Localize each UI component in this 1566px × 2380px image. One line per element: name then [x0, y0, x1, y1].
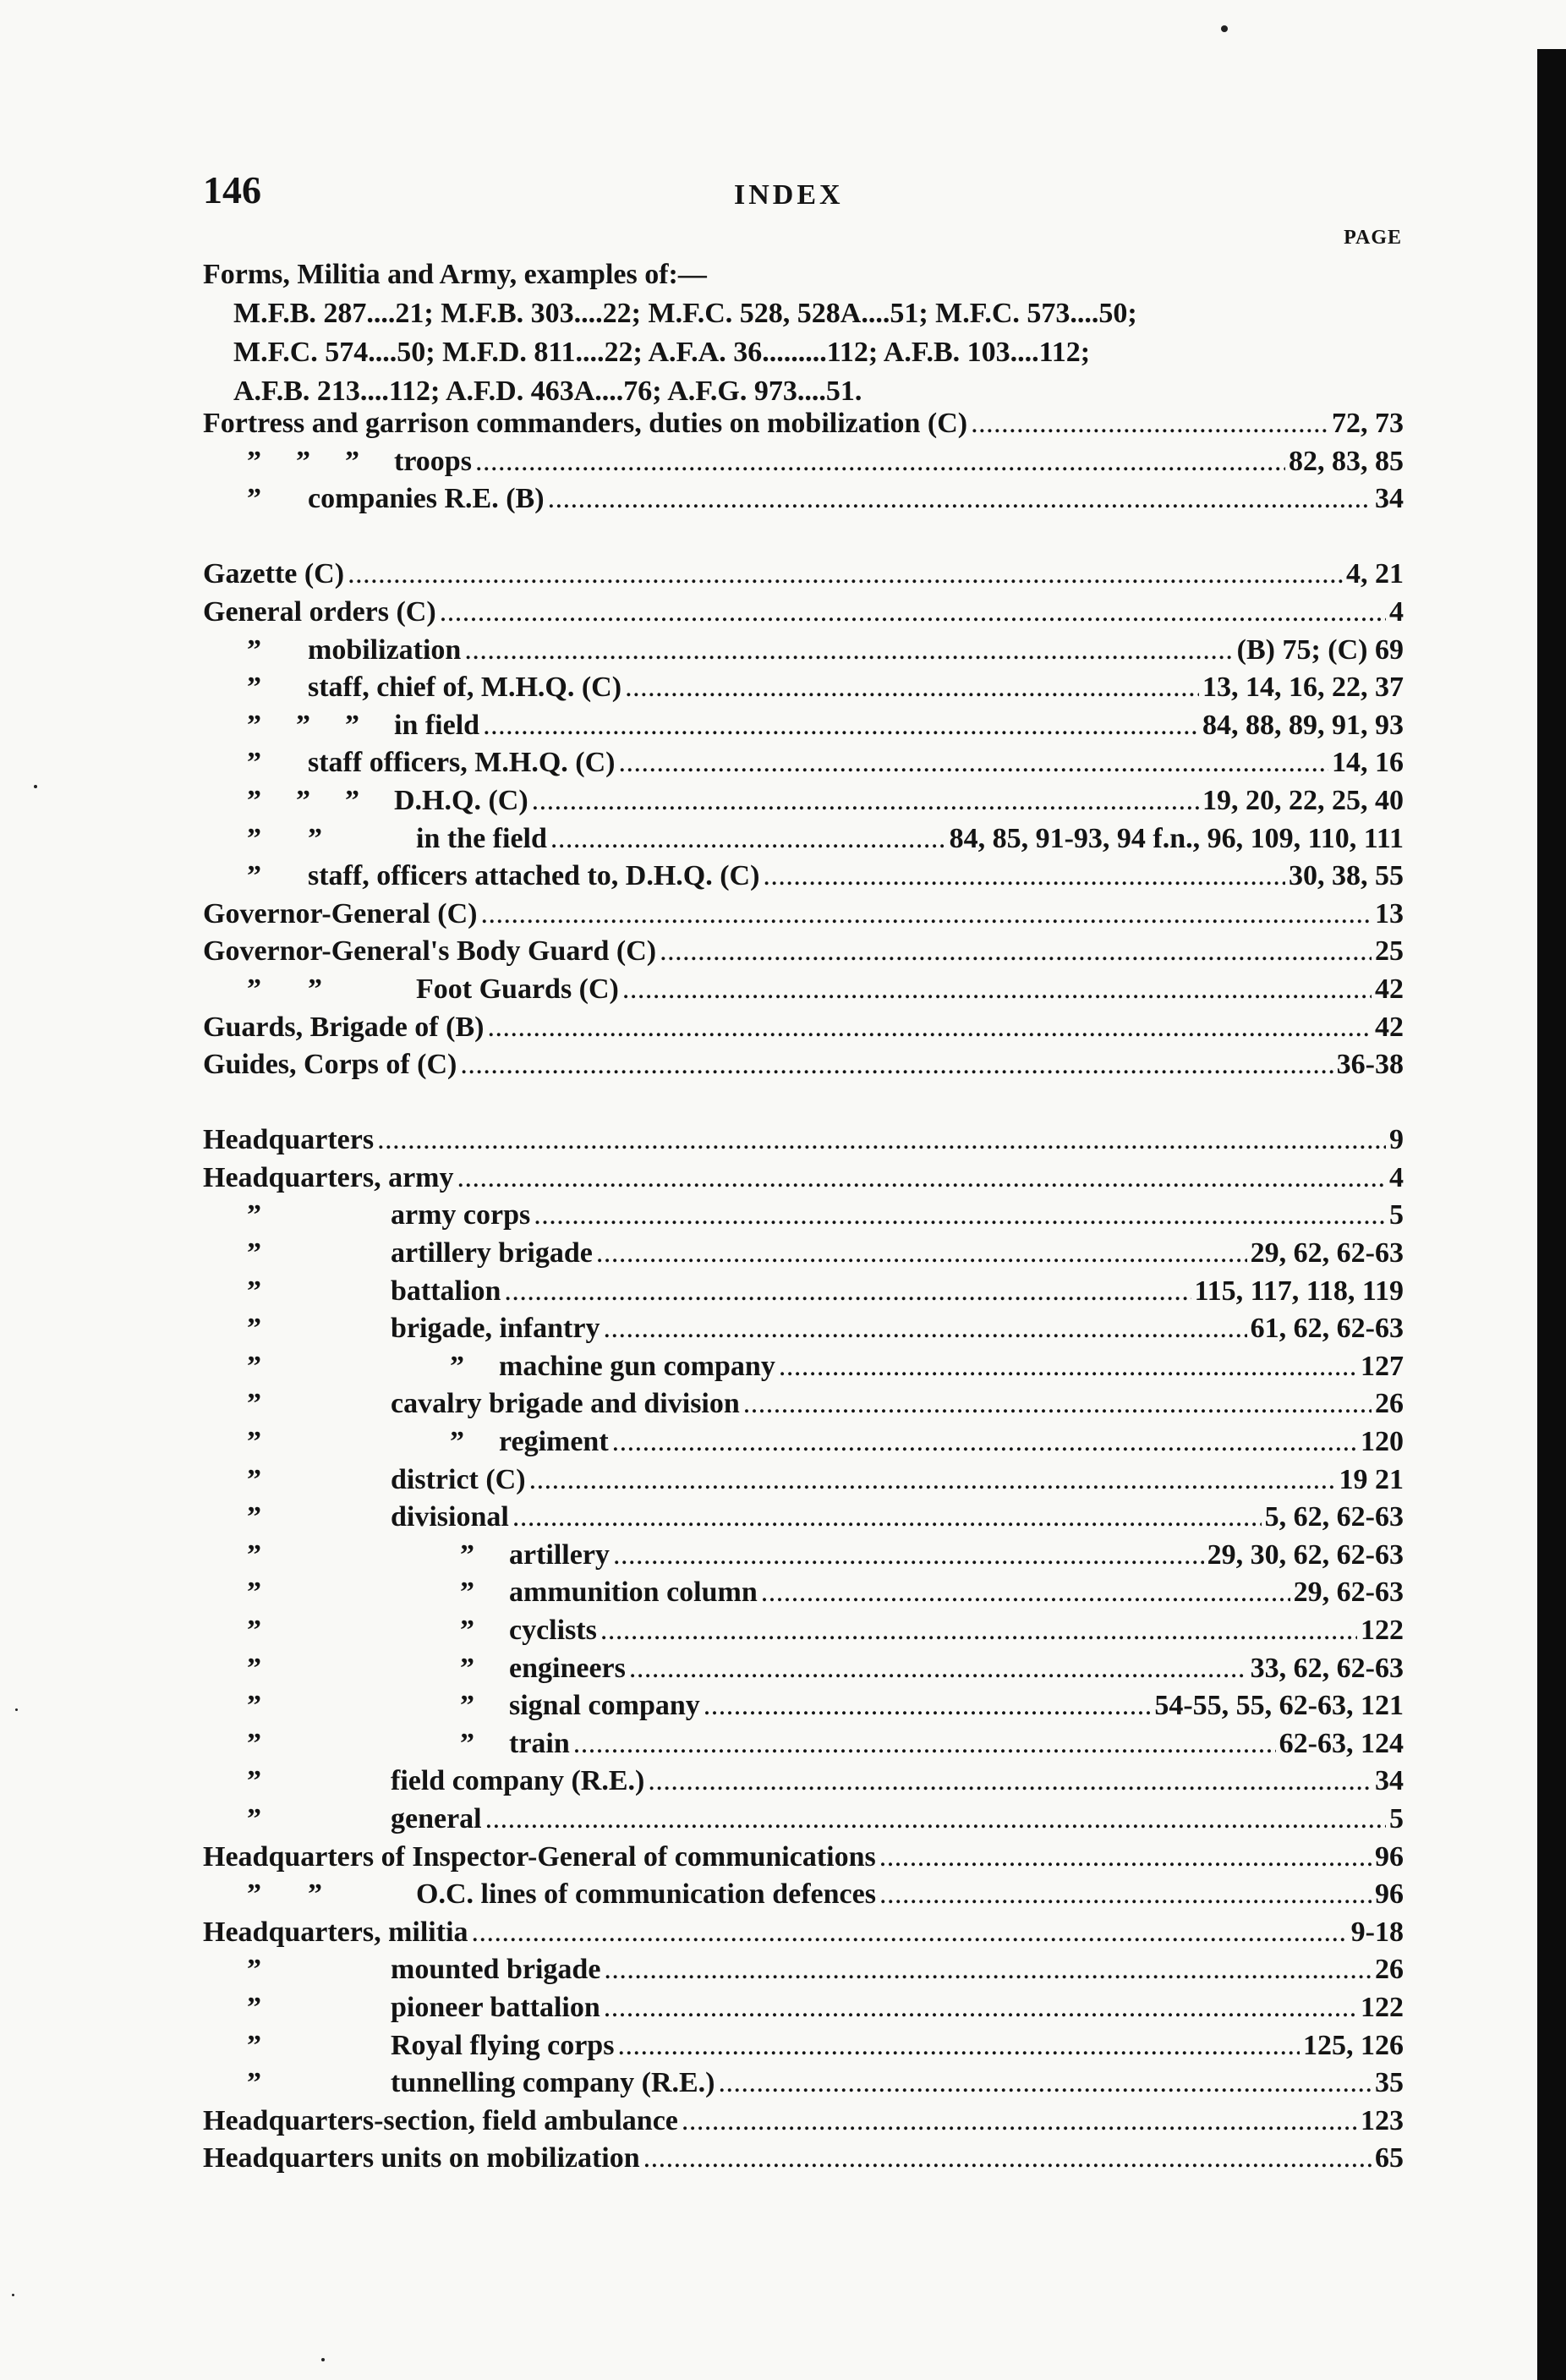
index-entry [203, 634, 1404, 672]
index-entry [203, 2142, 1404, 2180]
ditto-marks: ” [247, 2029, 261, 2061]
ditto-marks: ” [247, 1275, 261, 1307]
entry-pages: 4, 21 [1346, 558, 1404, 590]
index-entry [203, 747, 1404, 785]
index-entry [203, 1351, 1404, 1389]
page-column-label: PAGE [1344, 227, 1402, 249]
entry-label [203, 785, 528, 817]
entry-text: Governor-General (C) [203, 897, 478, 930]
entry-label [203, 1577, 758, 1609]
index-entry [203, 1954, 1404, 1992]
ditto-marks: ” [247, 1991, 261, 2023]
entry-text: Guides, Corps of (C) [203, 1049, 457, 1081]
entry-text: regiment [499, 1426, 609, 1458]
entry-text: field company (R.E.) [391, 1765, 645, 1797]
index-entry [203, 1237, 1404, 1275]
entry-pages: 123 [1361, 2104, 1404, 2136]
index-entry [203, 483, 1404, 521]
leader-dots [617, 2030, 1300, 2062]
ditto-marks: ” ” [247, 822, 322, 854]
leader-dots [460, 1049, 1333, 1081]
ditto-marks: ” [247, 483, 261, 515]
entry-text: Headquarters of Inspector-General of communications [203, 1840, 876, 1873]
leader-dots [618, 747, 1328, 779]
ditto-marks: ” [247, 860, 261, 892]
entry-text: Gazette (C) [203, 558, 345, 590]
entry-text: divisional [391, 1501, 509, 1533]
index-entry [203, 596, 1404, 634]
entry-text: Headquarters, militia [203, 1916, 468, 1948]
entry-pages: 4 [1389, 595, 1404, 628]
entry-pages: 26 [1375, 1388, 1404, 1420]
entry-pages: 62-63, 124 [1279, 1727, 1404, 1759]
leader-dots [648, 1765, 1372, 1797]
ditto-marks: ” [247, 1501, 261, 1533]
entry-label [203, 710, 479, 742]
leader-dots [719, 2067, 1372, 2099]
entry-text: staff, chief of, M.H.Q. (C) [308, 672, 622, 704]
entry-label [203, 1199, 530, 1231]
entry-text: staff officers, M.H.Q. (C) [308, 747, 616, 779]
entry-label [203, 408, 967, 440]
ditto-marks: ” ” [247, 1350, 464, 1382]
entry-text: troops [394, 445, 472, 477]
entry-text: Headquarters units on mobilization [203, 2142, 640, 2174]
entry-text: Governor-General's Body Guard (C) [203, 935, 657, 968]
ditto-marks: ” ” ” [247, 784, 359, 816]
index-entry [203, 1275, 1404, 1313]
entry-text: Fortress and garrison commanders, duties on mobilization (C) [203, 408, 968, 439]
ditto-marks: ” [247, 1388, 261, 1420]
leader-dots [573, 1728, 1276, 1760]
entry-label [203, 558, 344, 590]
index-entry [203, 2030, 1404, 2068]
entry-label [203, 634, 461, 666]
entry-pages: 36-38 [1336, 1049, 1404, 1081]
index-entry [203, 408, 1404, 446]
ditto-marks: ” [247, 1765, 261, 1797]
entry-label [203, 1992, 600, 2024]
entry-pages: 42 [1375, 973, 1404, 1005]
entry-label [203, 860, 759, 892]
entry-gap [203, 521, 1404, 559]
entry-label [203, 747, 615, 779]
leader-dots [879, 1841, 1372, 1873]
leader-dots [550, 823, 946, 855]
entry-text: machine gun company [499, 1350, 775, 1382]
forms-heading: Forms, Militia and Army, examples of:— [203, 259, 707, 290]
entry-pages: 96 [1375, 1878, 1404, 1911]
scan-speck [1221, 25, 1228, 32]
entry-pages: 9 [1389, 1124, 1404, 1156]
entry-gap [203, 1087, 1404, 1125]
entry-pages: 72, 73 [1332, 408, 1404, 439]
entry-text: companies R.E. (B) [308, 483, 545, 515]
entry-pages: 84, 88, 89, 91, 93 [1202, 709, 1404, 741]
leader-dots [600, 1615, 1357, 1647]
leader-dots [440, 596, 1386, 628]
index-entry [203, 973, 1404, 1012]
ditto-marks: ” [247, 1199, 261, 1231]
entry-label [203, 2105, 678, 2137]
entry-text: general [391, 1802, 482, 1834]
entry-pages: 33, 62, 62-63 [1250, 1652, 1404, 1684]
entry-text: pioneer battalion [391, 1991, 600, 2023]
leader-dots [704, 1690, 1152, 1722]
ditto-marks: ” [247, 1802, 261, 1834]
entry-text: Headquarters, army [203, 1161, 454, 1193]
entry-pages: 13, 14, 16, 22, 37 [1202, 672, 1404, 704]
entry-pages: 54-55, 55, 62-63, 121 [1154, 1690, 1404, 1722]
entry-label [203, 1275, 501, 1308]
leader-dots [532, 785, 1199, 817]
entry-pages: 34 [1375, 483, 1404, 515]
entry-label [203, 1954, 600, 1986]
ditto-marks: ” [247, 1237, 261, 1270]
entry-text: brigade, infantry [391, 1313, 600, 1345]
index-entry [203, 935, 1404, 973]
entry-label [203, 935, 656, 968]
entry-label [203, 1539, 610, 1571]
leader-dots [682, 2105, 1357, 2137]
ditto-marks: ” ” [247, 1615, 474, 1646]
entry-text: staff, officers attached to, D.H.Q. (C) [308, 860, 760, 892]
ditto-marks: ” [247, 672, 261, 704]
leader-dots [512, 1501, 1262, 1533]
entry-text: Foot Guards (C) [416, 973, 619, 1005]
index-entry [203, 1049, 1404, 1087]
entry-pages: 120 [1361, 1426, 1404, 1458]
entry-text: mobilization [308, 633, 462, 666]
entry-pages: 13 [1375, 897, 1404, 930]
index-entry [203, 1878, 1404, 1917]
entry-pages: 122 [1361, 1615, 1404, 1646]
scan-speck [321, 2358, 325, 2361]
leader-dots [879, 1878, 1372, 1911]
entry-pages: 61, 62, 62-63 [1250, 1313, 1404, 1345]
entry-text: O.C. lines of communication defences [416, 1878, 876, 1911]
entry-label [203, 1765, 644, 1797]
entry-pages: 122 [1361, 1991, 1404, 2023]
leader-dots [529, 1464, 1336, 1496]
entry-label [203, 823, 547, 855]
forms-line: A.F.B. 213....112; A.F.D. 463A....76; A.F.G. 973....51. [233, 376, 862, 407]
entry-text: ammunition column [509, 1577, 758, 1609]
entry-pages: 65 [1375, 2142, 1404, 2174]
entry-text: Headquarters [203, 1124, 375, 1156]
leader-dots [480, 898, 1372, 930]
leader-dots [660, 935, 1372, 968]
leader-dots [464, 634, 1233, 666]
entry-pages: 19 21 [1339, 1463, 1404, 1495]
leader-dots [612, 1426, 1357, 1458]
leader-dots [779, 1351, 1357, 1383]
leader-dots [457, 1162, 1386, 1194]
entry-pages: 30, 38, 55 [1289, 860, 1404, 892]
index-entry [203, 1917, 1404, 1955]
entry-pages: 25 [1375, 935, 1404, 968]
index-entry [203, 1690, 1404, 1728]
entry-label [203, 2142, 640, 2174]
entry-pages: 29, 62, 62-63 [1250, 1237, 1404, 1270]
entry-text: in the field [416, 822, 547, 854]
index-entry [203, 446, 1404, 484]
index-entry [203, 1653, 1404, 1691]
leader-dots [377, 1124, 1386, 1156]
index-entry [203, 672, 1404, 710]
leader-dots [629, 1653, 1247, 1685]
ditto-marks: ” [247, 747, 261, 779]
entry-text: artillery brigade [391, 1237, 593, 1270]
index-entry [203, 785, 1404, 823]
index-entry [203, 1426, 1404, 1464]
index-entry [203, 1577, 1404, 1615]
entry-text: Guards, Brigade of (B) [203, 1011, 485, 1043]
leader-dots [622, 973, 1372, 1006]
leader-dots [971, 408, 1328, 440]
entry-label [203, 1351, 775, 1383]
ditto-marks: ” ” [247, 1878, 322, 1911]
leader-dots [596, 1237, 1247, 1270]
leader-dots [485, 1803, 1386, 1835]
ditto-marks: ” ” ” [247, 709, 359, 741]
index-entry [203, 1313, 1404, 1351]
ditto-marks: ” [247, 633, 261, 666]
leader-dots [763, 860, 1285, 892]
entry-pages: 29, 30, 62, 62-63 [1207, 1538, 1404, 1571]
leader-dots [472, 1917, 1348, 1949]
index-entries [203, 408, 1404, 2180]
ditto-marks: ” ” [247, 1690, 474, 1722]
entry-text: tunnelling company (R.E.) [391, 2067, 715, 2099]
entry-pages: 34 [1375, 1765, 1404, 1797]
index-entry [203, 2105, 1404, 2143]
leader-dots [603, 1313, 1246, 1345]
running-title: INDEX [734, 179, 844, 211]
index-entry [203, 1615, 1404, 1653]
ditto-marks: ” ” [247, 1538, 474, 1571]
entry-label [203, 1728, 570, 1760]
forms-line: M.F.B. 287....21; M.F.B. 303....22; M.F.C. 528, 528A....51; M.F.C. 573....50; [233, 298, 1137, 329]
index-entry [203, 1728, 1404, 1766]
leader-dots [604, 1954, 1372, 1986]
leader-dots [643, 2142, 1372, 2174]
leader-dots [613, 1539, 1204, 1571]
leader-dots [548, 483, 1372, 515]
entry-label [203, 2067, 715, 2099]
ditto-marks: ” [247, 1463, 261, 1495]
index-entry [203, 1388, 1404, 1426]
entry-label [203, 672, 621, 704]
ditto-marks: ” [247, 1313, 261, 1345]
entry-label [203, 1501, 509, 1533]
entry-pages: 84, 85, 91-93, 94 f.n., 96, 109, 110, 111 [949, 822, 1404, 854]
entry-pages: 19, 20, 22, 25, 40 [1202, 784, 1404, 816]
index-entry [203, 1992, 1404, 2030]
index-entry [203, 1803, 1404, 1841]
ditto-marks: ” ” ” [247, 445, 359, 477]
entry-pages: 42 [1375, 1011, 1404, 1043]
entry-text: engineers [509, 1652, 626, 1684]
ditto-marks: ” [247, 2067, 261, 2099]
index-entry [203, 1464, 1404, 1502]
entry-text: army corps [391, 1199, 531, 1231]
index-entry [203, 710, 1404, 748]
leader-dots [604, 1992, 1357, 2024]
entry-label [203, 1388, 740, 1420]
leader-dots [534, 1199, 1386, 1231]
entry-text: train [509, 1727, 570, 1759]
ditto-marks: ” ” [247, 1652, 474, 1684]
entry-pages: 5, 62, 62-63 [1264, 1501, 1404, 1533]
index-entry [203, 1012, 1404, 1050]
index-entry [203, 1841, 1404, 1879]
entry-pages: 29, 62-63 [1293, 1577, 1404, 1609]
leader-dots [348, 558, 1343, 590]
index-entry [203, 2067, 1404, 2105]
index-entry [203, 1199, 1404, 1237]
entry-text: General orders (C) [203, 595, 436, 628]
leader-dots [483, 710, 1199, 742]
leader-dots [761, 1577, 1290, 1609]
entry-pages: 125, 126 [1303, 2029, 1404, 2061]
entry-label [203, 1841, 876, 1873]
entry-pages: 9-18 [1350, 1916, 1404, 1948]
entry-label [203, 596, 436, 628]
leader-dots [487, 1012, 1372, 1044]
index-entry [203, 860, 1404, 898]
index-entry [203, 823, 1404, 861]
entry-label [203, 1162, 454, 1194]
entry-pages: 35 [1375, 2067, 1404, 2099]
index-entry [203, 558, 1404, 596]
entry-label [203, 973, 619, 1006]
entry-text: D.H.Q. (C) [394, 784, 528, 816]
page-number: 146 [203, 168, 261, 211]
index-entry [203, 1539, 1404, 1577]
entry-label [203, 1012, 484, 1044]
entry-text: district (C) [391, 1463, 526, 1495]
entry-label [203, 446, 472, 478]
leader-dots [475, 446, 1285, 478]
entry-text: Headquarters-section, field ambulance [203, 2104, 678, 2136]
entry-pages: 5 [1389, 1802, 1404, 1834]
entry-text: cavalry brigade and division [391, 1388, 740, 1420]
entry-label [203, 1237, 593, 1270]
entry-label [203, 1878, 876, 1911]
forms-line: M.F.C. 574....50; M.F.D. 811....22; A.F.A. 36.........112; A.F.B. 103....112; [233, 337, 1091, 368]
entry-label [203, 1917, 468, 1949]
ditto-marks: ” ” [247, 1727, 474, 1759]
index-entry [203, 1501, 1404, 1539]
entry-label [203, 898, 477, 930]
scan-edge-shadow [1537, 49, 1566, 2380]
index-entry [203, 1765, 1404, 1803]
ditto-marks: ” [247, 1954, 261, 1986]
ditto-marks: ” ” [247, 973, 322, 1005]
entry-pages: 5 [1389, 1199, 1404, 1231]
entry-label [203, 1313, 600, 1345]
entry-pages: 127 [1361, 1350, 1404, 1382]
scan-speck [12, 2294, 14, 2296]
entry-text: signal company [509, 1690, 700, 1722]
entry-label [203, 1653, 626, 1685]
forms-entry [203, 255, 1404, 411]
entry-pages: 82, 83, 85 [1289, 445, 1404, 477]
scan-speck [34, 785, 37, 788]
entry-text: mounted brigade [391, 1954, 601, 1986]
entry-pages: (B) 75; (C) 69 [1236, 633, 1404, 666]
index-entry [203, 898, 1404, 936]
entry-pages: 26 [1375, 1954, 1404, 1986]
index-entry [203, 1124, 1404, 1162]
entry-pages: 4 [1389, 1161, 1404, 1193]
entry-text: artillery [509, 1538, 610, 1571]
entry-text: battalion [391, 1275, 501, 1307]
entry-pages: 115, 117, 118, 119 [1194, 1275, 1404, 1307]
entry-pages: 96 [1375, 1840, 1404, 1873]
scan-speck [15, 1708, 18, 1711]
entry-text: Royal flying corps [391, 2029, 615, 2061]
index-entry [203, 1162, 1404, 1200]
entry-label [203, 2030, 614, 2062]
entry-text: in field [394, 709, 480, 741]
leader-dots [625, 672, 1199, 704]
entry-text: cyclists [509, 1615, 597, 1646]
entry-label [203, 1690, 700, 1722]
entry-pages: 14, 16 [1332, 747, 1404, 779]
entry-label [203, 1464, 526, 1496]
ditto-marks: ” ” [247, 1577, 474, 1609]
entry-label [203, 1049, 457, 1081]
leader-dots [504, 1275, 1191, 1308]
entry-label [203, 483, 545, 515]
leader-dots [743, 1388, 1372, 1420]
entry-label [203, 1615, 597, 1647]
entry-label [203, 1124, 374, 1156]
ditto-marks: ” ” [247, 1426, 464, 1458]
entry-label [203, 1426, 609, 1458]
entry-label [203, 1803, 482, 1835]
